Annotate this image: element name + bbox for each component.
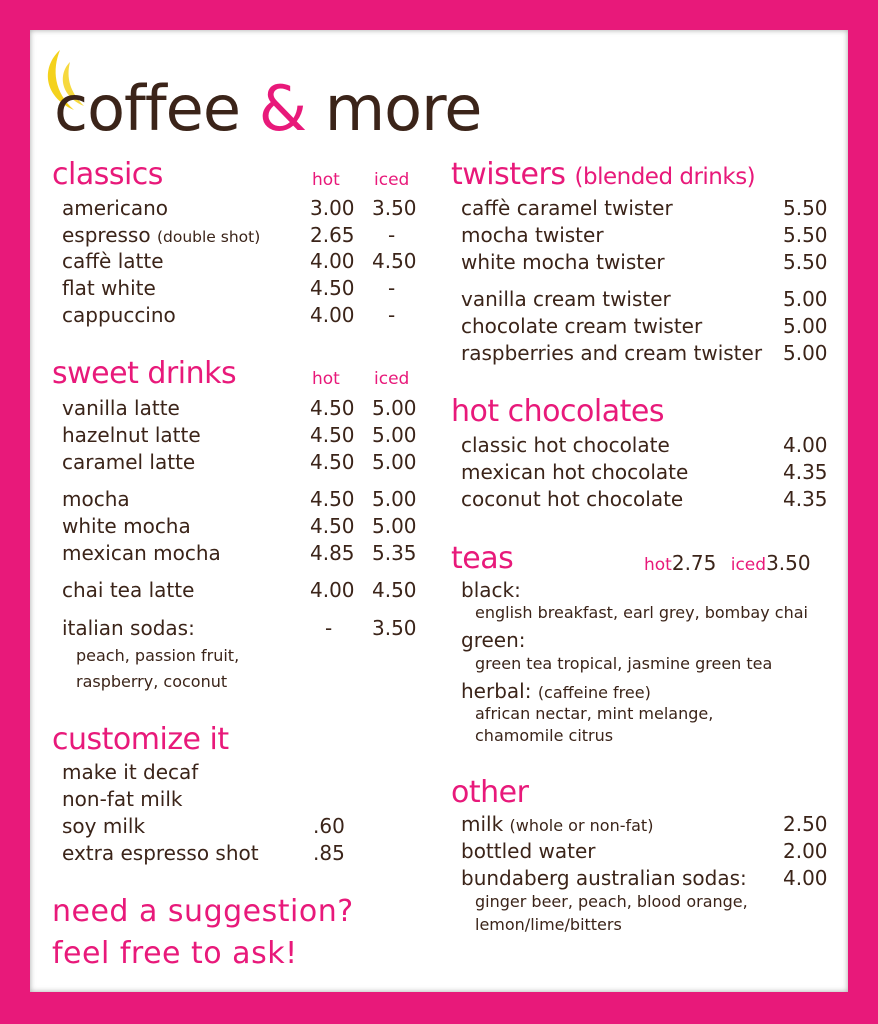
other-item-note: (whole or non-fat) xyxy=(509,816,654,835)
customize-item-name: extra espresso shot xyxy=(62,841,259,865)
classics-item-hot-price: 2.65 xyxy=(310,223,355,247)
customize-item-name: non-fat milk xyxy=(62,787,183,811)
hot-chocolate-item-name: mexican hot chocolate xyxy=(461,460,689,484)
menu-title xyxy=(54,72,482,145)
classics-item-iced-price: 3.50 xyxy=(372,196,417,220)
classics-item-iced-price: 4.50 xyxy=(372,249,417,273)
soda-flavors-text: peach, passion fruit, xyxy=(76,646,240,665)
hot-chocolates-heading: hot chocolates xyxy=(451,394,664,429)
twister-item-name: caffè caramel twister xyxy=(461,196,673,220)
sweet-item-iced-price: 5.00 xyxy=(372,514,417,538)
hot-chocolate-item-price: 4.35 xyxy=(783,487,828,511)
sweet-hot-header: hot xyxy=(312,369,340,389)
classics-item-iced-price: - xyxy=(388,276,396,300)
tea-category-black: black: xyxy=(461,578,521,602)
other-item-name: milk (whole or non-fat) xyxy=(461,812,654,836)
customize-heading: customize it xyxy=(52,722,229,757)
twister-item-name: vanilla cream twister xyxy=(461,287,671,311)
sweet-item-hot-price: 4.00 xyxy=(310,578,355,602)
other-item-price: 2.50 xyxy=(783,812,828,836)
tea-list-herbal: chamomile citrus xyxy=(475,726,614,745)
classics-item-iced-price: - xyxy=(388,223,396,247)
sweet-item-name: hazelnut latte xyxy=(62,423,201,447)
classics-item-name: caffè latte xyxy=(62,249,164,273)
sweet-item-name: vanilla latte xyxy=(62,396,180,420)
hot-chocolate-item-price: 4.35 xyxy=(783,460,828,484)
hot-chocolate-item-name: coconut hot chocolate xyxy=(461,487,684,511)
other-item-name: bottled water xyxy=(461,839,596,863)
tea-category-green: green: xyxy=(461,628,526,652)
classics-item-hot-price: 4.00 xyxy=(310,249,355,273)
classics-item-hot-price: 4.50 xyxy=(310,276,355,300)
sweet-drinks-heading: sweet drinks xyxy=(52,356,237,391)
title-word-coffee: coffee xyxy=(54,72,240,145)
twisters-subheading: (blended drinks) xyxy=(574,164,756,190)
twister-item-name: mocha twister xyxy=(461,223,604,247)
other-item-price: 2.00 xyxy=(783,839,828,863)
classics-iced-header: iced xyxy=(374,170,410,190)
title-word-more: more xyxy=(324,72,482,145)
sweet-item-hot-price: - xyxy=(325,616,333,640)
sweet-item-hot-price: 4.50 xyxy=(310,487,355,511)
sweet-iced-header: iced xyxy=(374,369,410,389)
hot-chocolate-item-price: 4.00 xyxy=(783,433,828,457)
tea-list-herbal: african nectar, mint melange, xyxy=(475,704,714,723)
teas-iced-price: 3.50 xyxy=(766,551,811,575)
sweet-item-iced-price: 5.00 xyxy=(372,396,417,420)
classics-heading: classics xyxy=(52,157,163,192)
other-item-price: 4.00 xyxy=(783,866,828,890)
twister-item-price: 5.00 xyxy=(783,341,828,365)
sweet-item-hot-price: 4.50 xyxy=(310,450,355,474)
classics-item-iced-price: - xyxy=(388,303,396,327)
classics-item-name: americano xyxy=(62,196,168,220)
sweet-item-hot-price: 4.50 xyxy=(310,514,355,538)
twisters-heading: twisters (blended drinks) xyxy=(451,157,756,192)
sodas-list-text: lemon/lime/bitters xyxy=(475,915,622,934)
twister-item-price: 5.50 xyxy=(783,196,828,220)
tagline-line-2: feel free to ask! xyxy=(52,936,298,971)
teas-prices xyxy=(644,553,811,574)
tea-herbal-note: (caffeine free) xyxy=(537,683,651,702)
twister-item-price: 5.00 xyxy=(783,314,828,338)
sweet-item-iced-price: 5.00 xyxy=(372,423,417,447)
twister-item-name: chocolate cream twister xyxy=(461,314,703,338)
classics-item-name: cappuccino xyxy=(62,303,176,327)
teas-iced-label: iced xyxy=(730,555,767,575)
sweet-item-name: mexican mocha xyxy=(62,541,221,565)
sweet-item-iced-price: 5.35 xyxy=(372,541,417,565)
sweet-item-iced-price: 4.50 xyxy=(372,578,417,602)
sweet-item-name: caramel latte xyxy=(62,450,196,474)
soda-flavors-text: raspberry, coconut xyxy=(76,672,228,691)
twister-item-price: 5.50 xyxy=(783,250,828,274)
sweet-item-name: white mocha xyxy=(62,514,191,538)
sweet-item-hot-price: 4.85 xyxy=(310,541,355,565)
sweet-item-name: chai tea latte xyxy=(62,578,195,602)
tagline-line-1: need a suggestion? xyxy=(52,894,354,929)
teas-heading: teas xyxy=(451,541,514,576)
sweet-item-iced-price: 5.00 xyxy=(372,450,417,474)
tea-list-green: green tea tropical, jasmine green tea xyxy=(475,654,773,673)
tea-category-herbal: herbal: (caffeine free) xyxy=(461,679,651,703)
sweet-item-iced-price: 5.00 xyxy=(372,487,417,511)
teas-hot-price: 2.75 xyxy=(671,551,717,575)
classics-hot-header: hot xyxy=(312,170,340,190)
classics-item-hot-price: 3.00 xyxy=(310,196,355,220)
classics-item-hot-price: 4.00 xyxy=(310,303,355,327)
sweet-item-hot-price: 4.50 xyxy=(310,423,355,447)
other-item-name: bundaberg australian sodas: xyxy=(461,866,747,890)
classics-item-name: flat white xyxy=(62,276,156,300)
customize-item-name: soy milk xyxy=(62,814,146,838)
customize-item-name: make it decaf xyxy=(62,760,199,784)
title-ampersand: & xyxy=(258,72,307,145)
classics-item-name: espresso (double shot) xyxy=(62,223,261,247)
twister-item-name: white mocha twister xyxy=(461,250,665,274)
sweet-item-iced-price: 3.50 xyxy=(372,616,417,640)
twister-item-price: 5.50 xyxy=(783,223,828,247)
sweet-item-hot-price: 4.50 xyxy=(310,396,355,420)
sweet-item-name: italian sodas: xyxy=(62,616,195,640)
other-heading: other xyxy=(451,775,529,810)
teas-hot-label: hot xyxy=(644,555,672,575)
twister-item-name: raspberries and cream twister xyxy=(461,341,763,365)
hot-chocolate-item-name: classic hot chocolate xyxy=(461,433,670,457)
sodas-list-text: ginger beer, peach, blood orange, xyxy=(475,892,748,911)
tea-list-black: english breakfast, earl grey, bombay chai xyxy=(475,603,808,622)
twister-item-price: 5.00 xyxy=(783,287,828,311)
sweet-item-name: mocha xyxy=(62,487,130,511)
classics-item-note: (double shot) xyxy=(156,228,261,246)
customize-item-price: .85 xyxy=(313,841,345,865)
customize-item-price: .60 xyxy=(313,814,345,838)
